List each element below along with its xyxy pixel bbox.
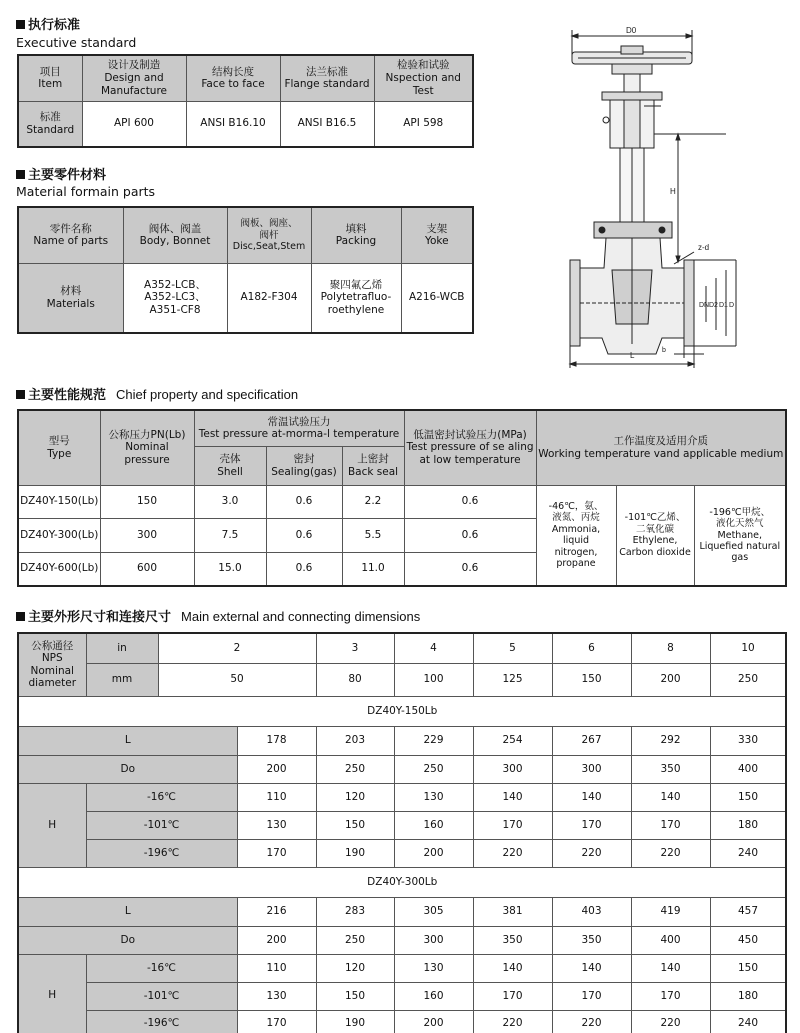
table-cell: 160	[394, 982, 473, 1010]
table-cell: 140	[552, 783, 631, 811]
label-d1: D1	[719, 302, 728, 309]
header-cell: 零件名称 Name of parts	[18, 207, 123, 263]
square-bullet-icon	[16, 612, 25, 621]
row-label-do: Do	[18, 755, 237, 783]
group-name-cell: DZ40Y-150Lb	[18, 696, 786, 726]
temp-label-cell: -101℃	[86, 811, 237, 839]
header-cell-in: 5	[473, 633, 552, 663]
section-title-cn: 主要零件材料	[28, 168, 107, 183]
cell-low: 0.6	[404, 552, 536, 586]
section-subtitle-material: Material formain parts	[16, 184, 156, 199]
temp-label-cell: -101℃	[86, 982, 237, 1010]
row-label-h: H	[18, 954, 86, 1033]
handwheel	[572, 46, 692, 92]
table-header-row	[18, 55, 473, 101]
table-cell: 283	[316, 897, 394, 926]
header-cell-in: 8	[631, 633, 710, 663]
table-row	[18, 982, 786, 1010]
label-dn: DN	[699, 302, 710, 309]
table-cell: 300	[473, 755, 552, 783]
section-title-en: Main external and connecting dimensions	[181, 609, 421, 624]
section-title-exec	[16, 14, 80, 33]
header-cell-in: 2	[158, 633, 316, 663]
cell-type: DZ40Y-150(Lb)	[18, 485, 100, 518]
temp-label-cell: -196℃	[86, 839, 237, 867]
bonnet	[594, 92, 726, 238]
header-cell-mm: 250	[710, 663, 786, 696]
header-cell-shell: 壳体 Shell	[194, 446, 266, 485]
table-cell: 403	[552, 897, 631, 926]
header-cell-seal: 密封 Sealing(gas)	[266, 446, 342, 485]
cell-media-101: -101℃乙烯、 二氧化碳 Ethylene, Carbon dioxide	[616, 485, 694, 586]
table-cell: 216	[237, 897, 316, 926]
table-cell: 130	[394, 783, 473, 811]
table-cell: 229	[394, 726, 473, 755]
table-row	[18, 1010, 786, 1033]
cell-back: 5.5	[342, 518, 404, 552]
header-cell-in: 3	[316, 633, 394, 663]
table-cell: 350	[552, 926, 631, 954]
cell-shell: 15.0	[194, 552, 266, 586]
table-cell: 140	[473, 783, 552, 811]
cell-pn: 150	[100, 485, 194, 518]
table-cell: 240	[710, 839, 786, 867]
table-cell: 110	[237, 954, 316, 982]
header-cell: 结构长度 Face to face	[186, 55, 280, 101]
table-cell: 305	[394, 897, 473, 926]
table-cell: 130	[237, 811, 316, 839]
square-bullet-icon	[16, 390, 25, 399]
table-cell: 150	[710, 954, 786, 982]
section-title-cn: 执行标准	[28, 18, 81, 33]
header-cell-in: 4	[394, 633, 473, 663]
table-cell-yoke: A216-WCB	[401, 263, 473, 333]
label-zd: z-d	[698, 243, 710, 252]
table-cell: 150	[316, 982, 394, 1010]
table-row	[18, 755, 786, 783]
table-header-row	[18, 207, 473, 263]
table-cell: API 598	[374, 101, 473, 147]
table-cell: 140	[552, 954, 631, 982]
section-title-en: Chief property and specification	[116, 387, 299, 402]
table-cell: 120	[316, 954, 394, 982]
header-cell-pn: 公称压力PN(Lb) Nominal pressure	[100, 410, 194, 485]
table-cell: 170	[631, 982, 710, 1010]
header-cell-mm: 200	[631, 663, 710, 696]
temp-label-cell: -16℃	[86, 954, 237, 982]
table-cell: 160	[394, 811, 473, 839]
label-d0: D0	[626, 26, 637, 35]
table-cell: 250	[316, 755, 394, 783]
header-cell-in: 10	[710, 633, 786, 663]
cell-seal: 0.6	[266, 552, 342, 586]
square-bullet-icon	[16, 20, 25, 29]
table-header-row	[18, 410, 786, 446]
header-cell: 法兰标准 Flange standard	[280, 55, 374, 101]
header-cell-nps: 公称通径 NPS Nominal diameter	[18, 633, 86, 696]
table-cell: 220	[631, 839, 710, 867]
header-cell-low: 低温密封试验压力(MPa) Test pressure of se aling at low temperature	[404, 410, 536, 485]
table-cell: 350	[473, 926, 552, 954]
table-row	[18, 485, 786, 518]
h-dimension	[676, 134, 680, 262]
header-cell: 阀体、阀盖 Body, Bonnet	[123, 207, 227, 263]
cell-media-46: -46℃，氨、 液氮、丙烷 Ammonia, liquid nitrogen, propane	[536, 485, 616, 586]
table-cell: 170	[473, 982, 552, 1010]
label-d2: D2	[709, 302, 718, 309]
section-subtitle-exec: Executive standard	[16, 35, 137, 50]
section-title-chief	[16, 384, 298, 403]
row-label-l: L	[18, 897, 237, 926]
row-label-l: L	[18, 726, 237, 755]
table-cell: 178	[237, 726, 316, 755]
table-cell: 450	[710, 926, 786, 954]
table-cell: 180	[710, 811, 786, 839]
table-cell: 381	[473, 897, 552, 926]
table-cell: 220	[552, 1010, 631, 1033]
header-cell-in: 6	[552, 633, 631, 663]
label-d: D	[729, 302, 735, 309]
table-cell: 170	[552, 811, 631, 839]
table-cell: 130	[394, 954, 473, 982]
row-label-cell: 材料 Materials	[18, 263, 123, 333]
header-cell-mm: 125	[473, 663, 552, 696]
table-cell: 330	[710, 726, 786, 755]
table-row	[18, 839, 786, 867]
cell-type: DZ40Y-600(Lb)	[18, 552, 100, 586]
header-cell: 阀板、阀座、 阀杆 Disc,Seat,Stem	[227, 207, 311, 263]
table-row	[18, 726, 786, 755]
cell-pn: 300	[100, 518, 194, 552]
header-cell-unit-mm: mm	[86, 663, 158, 696]
table-cell: 200	[237, 755, 316, 783]
table-cell: 140	[631, 783, 710, 811]
dimensions-table	[17, 632, 787, 1033]
table-cell: 120	[316, 783, 394, 811]
table-cell-body: A352-LCB、 A352-LC3、 A351-CF8	[123, 263, 227, 333]
row-label-cell: 标准 Standard	[18, 101, 82, 147]
group-name-cell: DZ40Y-300Lb	[18, 867, 786, 897]
square-bullet-icon	[16, 170, 25, 179]
cell-back: 11.0	[342, 552, 404, 586]
header-cell: 设计及制造 Design and Manufacture	[82, 55, 186, 101]
table-cell: 292	[631, 726, 710, 755]
table-cell: 203	[316, 726, 394, 755]
cell-pn: 600	[100, 552, 194, 586]
table-cell: 190	[316, 1010, 394, 1033]
section-title-cn: 主要外形尺寸和连接尺寸	[28, 610, 172, 625]
header-cell: 项目 Item	[18, 55, 82, 101]
table-cell: 300	[394, 926, 473, 954]
header-cell: 检验和试验 Nspection and Test	[374, 55, 473, 101]
section-title-dims	[16, 606, 420, 625]
table-cell: 200	[237, 926, 316, 954]
table-row	[18, 897, 786, 926]
header-cell-mm: 150	[552, 663, 631, 696]
temp-label-cell: -196℃	[86, 1010, 237, 1033]
cell-media-196: -196℃甲烷、 液化天然气 Methane, Liquefied natural gas	[694, 485, 786, 586]
table-header-row	[18, 633, 786, 663]
table-cell: 190	[316, 839, 394, 867]
table-cell: 220	[473, 1010, 552, 1033]
cell-type: DZ40Y-300(Lb)	[18, 518, 100, 552]
row-label-do: Do	[18, 926, 237, 954]
table-cell: 170	[631, 811, 710, 839]
header-cell-unit-in: in	[86, 633, 158, 663]
cell-seal: 0.6	[266, 485, 342, 518]
table-cell: 170	[473, 811, 552, 839]
table-header-row	[18, 663, 786, 696]
table-cell: 240	[710, 1010, 786, 1033]
table-row	[18, 926, 786, 954]
header-cell-test: 常温试验压力 Test pressure at-morma-l temperature	[194, 410, 404, 446]
table-cell: API 600	[82, 101, 186, 147]
table-cell: 400	[631, 926, 710, 954]
cell-seal: 0.6	[266, 518, 342, 552]
table-row	[18, 783, 786, 811]
label-h: H	[670, 187, 676, 196]
table-cell-disc: A182-F304	[227, 263, 311, 333]
table-cell: 150	[316, 811, 394, 839]
table-row	[18, 263, 473, 333]
table-cell: 400	[710, 755, 786, 783]
table-cell: 140	[473, 954, 552, 982]
table-cell: 150	[710, 783, 786, 811]
group-header-row	[18, 696, 786, 726]
table-cell: 130	[237, 982, 316, 1010]
table-cell: 419	[631, 897, 710, 926]
table-cell: 220	[473, 839, 552, 867]
table-row	[18, 954, 786, 982]
table-cell: 220	[552, 839, 631, 867]
table-cell: 170	[552, 982, 631, 1010]
cell-back: 2.2	[342, 485, 404, 518]
table-cell: 200	[394, 1010, 473, 1033]
header-cell-mm: 50	[158, 663, 316, 696]
table-cell: 300	[552, 755, 631, 783]
table-row	[18, 811, 786, 839]
temp-label-cell: -16℃	[86, 783, 237, 811]
cell-shell: 7.5	[194, 518, 266, 552]
table-cell: 140	[631, 954, 710, 982]
header-cell-back: 上密封 Back seal	[342, 446, 404, 485]
table-cell: 267	[552, 726, 631, 755]
table-cell: 200	[394, 839, 473, 867]
group-header-row	[18, 867, 786, 897]
table-cell: 250	[394, 755, 473, 783]
label-l: L	[630, 351, 635, 360]
cell-shell: 3.0	[194, 485, 266, 518]
header-cell-work: 工作温度及适用介质 Working temperature vand applicable medium	[536, 410, 786, 485]
section-title-cn: 主要性能规范	[28, 388, 107, 403]
label-b: b	[662, 347, 666, 354]
table-cell: 170	[237, 839, 316, 867]
header-cell-mm: 100	[394, 663, 473, 696]
table-cell: 350	[631, 755, 710, 783]
header-cell-type: 型号 Type	[18, 410, 100, 485]
section-title-material	[16, 164, 106, 183]
valve-drawing	[566, 24, 746, 374]
table-cell: 250	[316, 926, 394, 954]
table-cell: 254	[473, 726, 552, 755]
header-cell: 支架 Yoke	[401, 207, 473, 263]
header-cell-mm: 80	[316, 663, 394, 696]
table-cell: ANSI B16.10	[186, 101, 280, 147]
cell-low: 0.6	[404, 485, 536, 518]
table-cell-packing: 聚四氟乙烯 Polytetrafluo- roethylene	[311, 263, 401, 333]
table-cell: 180	[710, 982, 786, 1010]
table-cell: ANSI B16.5	[280, 101, 374, 147]
exec-standard-table	[17, 54, 474, 148]
row-label-h: H	[18, 783, 86, 867]
material-table	[17, 206, 474, 334]
table-cell: 170	[237, 1010, 316, 1033]
table-cell: 110	[237, 783, 316, 811]
chief-property-table	[17, 409, 787, 587]
header-cell: 填料 Packing	[311, 207, 401, 263]
table-cell: 457	[710, 897, 786, 926]
valve-body	[570, 238, 694, 354]
table-cell: 220	[631, 1010, 710, 1033]
table-row	[18, 101, 473, 147]
cell-low: 0.6	[404, 518, 536, 552]
